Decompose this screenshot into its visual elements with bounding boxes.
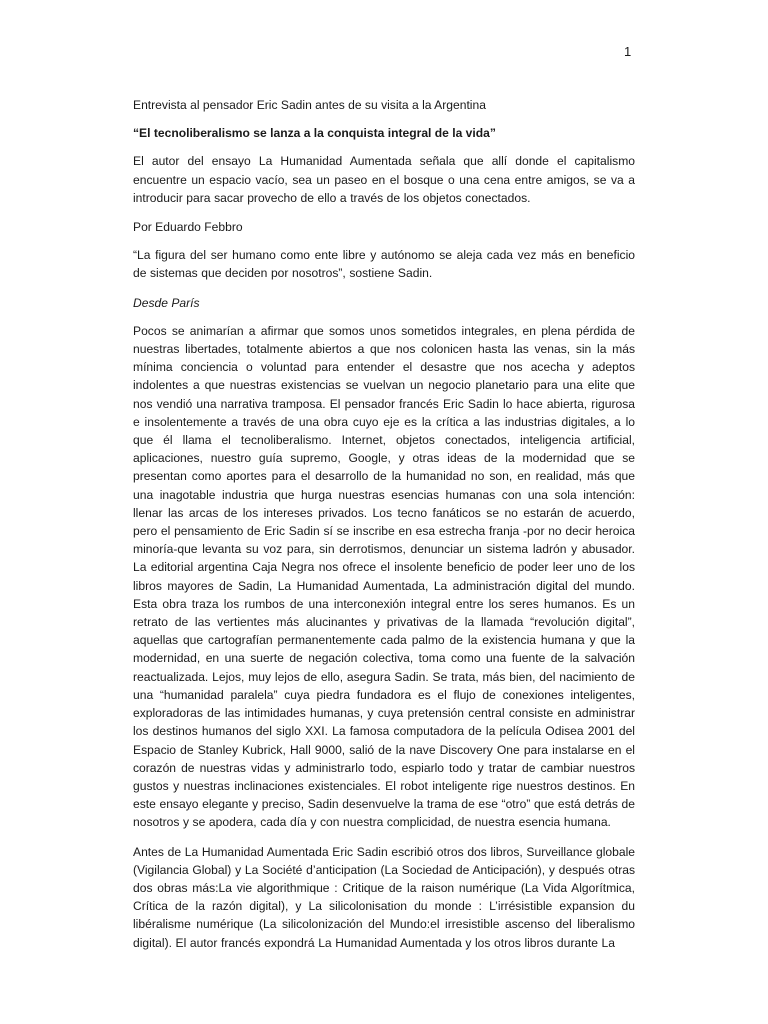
article-headline: “El tecnoliberalismo se lanza a la conquista integral de la vida” xyxy=(133,126,496,141)
article-paragraph: Pocos se animarían a afirmar que somos unos sometidos integrales, en plena pérdida de nuestras libertades, totalmente abiertos a que nos colonicen hasta las venas, sin la más mínima conciencia o voluntad para entender el desastre que nos acecha y adeptos indolentes a que nuestras existencias se vuelvan un negocio planetario para una elite que nos vendió una narrativa tramposa. El pensador francés Eric Sadin lo hace abierta, rigurosa e insolentemente a través de una obra cuyo eje es la crítica a las industrias digitales, a lo que él llama el tecnoliberalismo. Internet, objetos conectados, inteligencia artificial, aplicaciones, nuestro guía supremo, Google, y otras ideas de la modernidad que se presentan como aportes para el desarrollo de la humanidad no son, en realidad, más que una inagotable industria que hurga nuestras esencias humanas con una sola intención: llenar las arcas de los intereses privados. Los tecno fanáticos se no estarán de acuerdo, pero el pensamiento de Eric Sadin sí se inscribe en esa estrecha franja -por no decir heroica minoría-que levanta su voz para, sin derrotismos, denunciar un sistema ladrón y abusador. La editorial argentina Caja Negra nos ofrece el insolente beneficio de poder leer uno de los libros mayores de Sadin, La Humanidad Aumentada, La administración digital del mundo. Esta obra traza los rumbos de una interconexión integral entre los seres humanos. Es un retrato de las vertientes más alucinantes y privativas de la llamada “revolución digital”, aquellas que cartografían permanentemente cada palmo de la existencia humana y que la modernidad, en una suerte de negación colectiva, toma como una fuente de la salvación reactualizada. Lejos, muy lejos de ello, asegura Sadin. Se trata, más bien, del nacimiento de una “humanidad paralela” cuya piedra fundadora es el flujo de conexiones inteligentes, exploradoras de las intimidades humanas, y cuya pretensión central consiste en administrar los destinos humanos del siglo XXI. La famosa computadora de la película Odisea 2001 del Espacio de Stanley Kubrick, Hall 9000, salió de la nave Discovery One para instalarse en el corazón de nuestras vidas y administrarlo todo, espiarlo todo y tratar de cambiar nuestros gustos y nuestras inclinaciones existenciales. El robot inteligente rige nuestros destinos. En este ensayo elegante y preciso, Sadin desenvuelve la trama de ese “otro” que está detrás de nosotros y se apodera, cada día y con nuestra complicidad, de nuestra esencia humana. xyxy=(133,323,635,830)
article-byline: Por Eduardo Febbro xyxy=(133,220,243,235)
page-number: 1 xyxy=(624,44,632,59)
article-body xyxy=(133,96,635,963)
article-paragraph: Antes de La Humanidad Aumentada Eric Sadin escribió otros dos libros, Surveillance globale (Vigilancia Global) y La Société d’anticipation (La Sociedad de Anticipación), y después otras dos obras más:La vie algorithmique : Critique de la raison numérique (La Vida Algorítmica, Crítica de la razón digital), y La silicolonisation du monde : L’irrésistible expansion du libéralisme numérique (La silicolonización del Mundo:el irresistible ascenso del liberalismo digital). El autor francés expondrá La Humanidad Aumentada y los otros libros durante La xyxy=(133,844,635,950)
article-summary: El autor del ensayo La Humanidad Aumentada señala que allí donde el capitalismo encuentre un espacio vacío, sea un paseo en el bosque o una cena entre amigos, se va a introducir para sacar provecho de ello a través de los objetos conectados. xyxy=(133,154,635,205)
article-dateline: Desde París xyxy=(133,295,200,310)
article-quote: “La figura del ser humano como ente libre y autónomo se aleja cada vez más en beneficio de sistemas que deciden por nosotros”, sostiene Sadin. xyxy=(133,248,635,281)
article-intro-line: Entrevista al pensador Eric Sadin antes de su visita a la Argentina xyxy=(133,98,486,112)
